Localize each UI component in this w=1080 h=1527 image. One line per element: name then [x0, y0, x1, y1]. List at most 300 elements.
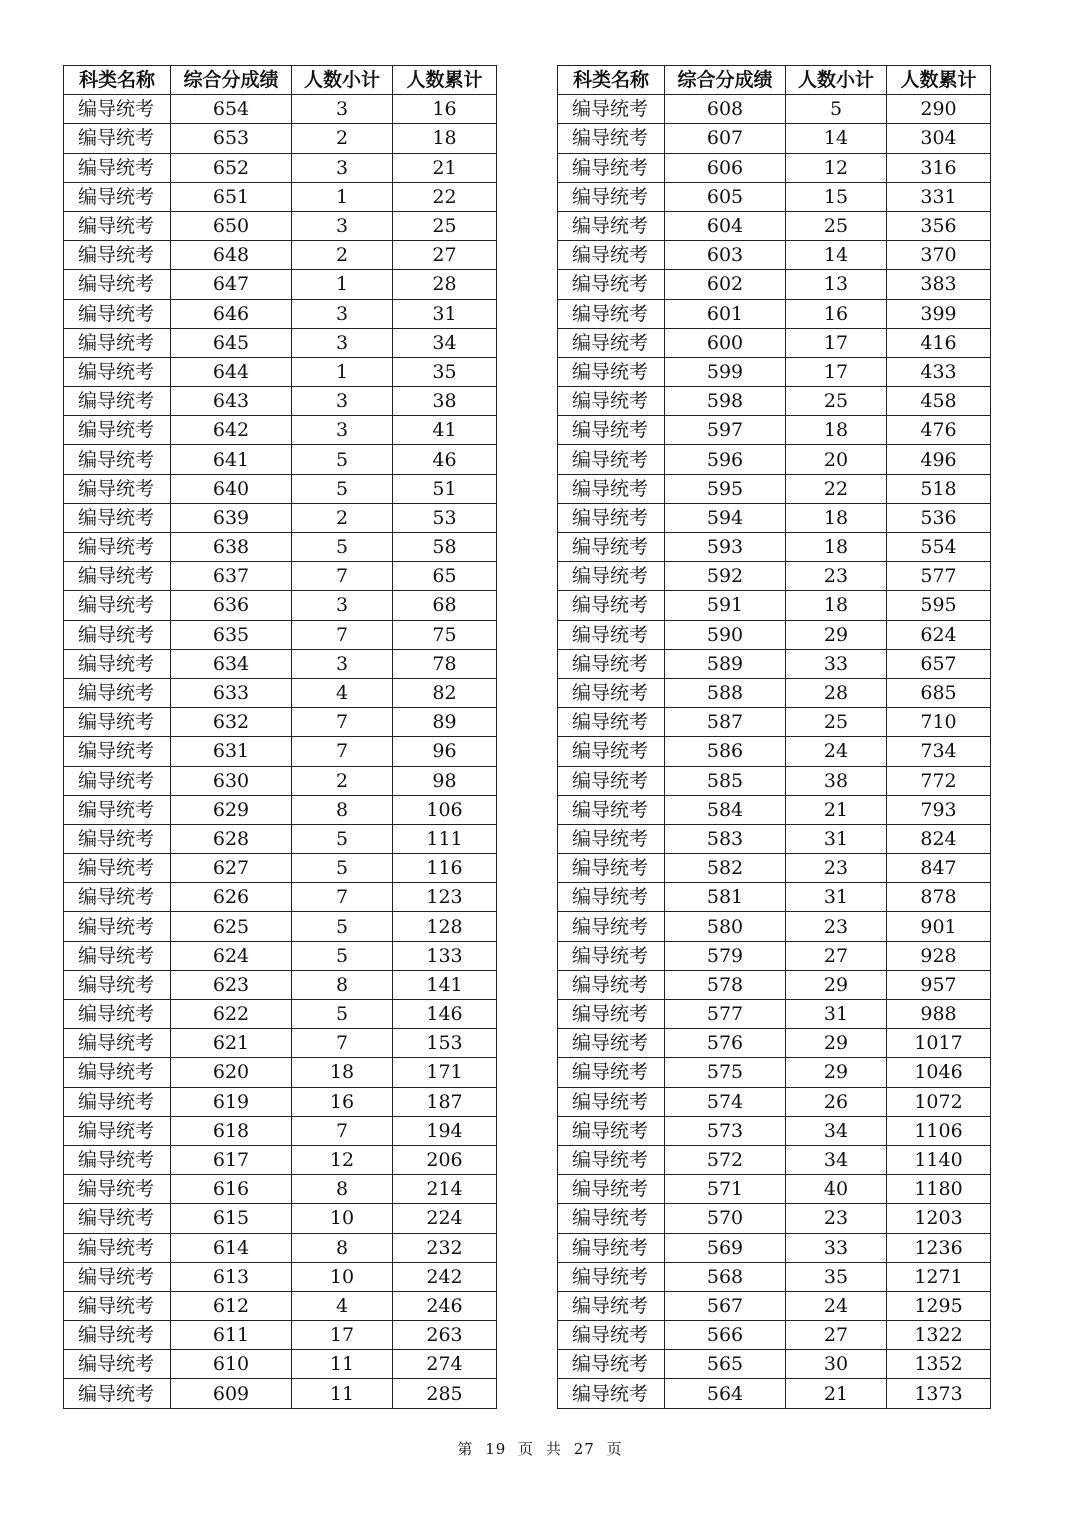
cell-cumulative: 78 [393, 649, 497, 678]
cell-category: 编导统考 [558, 328, 665, 357]
cell-score: 612 [171, 1291, 292, 1320]
table-row [558, 1233, 991, 1262]
cell-count: 12 [786, 153, 887, 182]
table-row [558, 1175, 991, 1204]
cell-cumulative: 988 [887, 1000, 991, 1029]
cell-category: 编导统考 [64, 357, 171, 386]
cell-count: 7 [292, 562, 393, 591]
score-table-left [63, 65, 497, 1409]
cell-category: 编导统考 [558, 970, 665, 999]
footer-page-number: 19 [485, 1440, 507, 1458]
table-row [64, 328, 497, 357]
table-row [64, 1350, 497, 1379]
table-row [64, 562, 497, 591]
cell-cumulative: 51 [393, 474, 497, 503]
cell-count: 18 [786, 416, 887, 445]
page-footer [0, 1438, 1080, 1459]
cell-count: 3 [292, 211, 393, 240]
cell-score: 626 [171, 883, 292, 912]
cell-score: 607 [665, 124, 786, 153]
cell-score: 595 [665, 474, 786, 503]
cell-score: 569 [665, 1233, 786, 1262]
table-body [64, 95, 497, 1408]
cell-count: 5 [292, 474, 393, 503]
cell-category: 编导统考 [64, 824, 171, 853]
cell-cumulative: 274 [393, 1350, 497, 1379]
cell-score: 566 [665, 1321, 786, 1350]
cell-cumulative: 1236 [887, 1233, 991, 1262]
cell-category: 编导统考 [64, 1029, 171, 1058]
cell-score: 644 [171, 357, 292, 386]
cell-cumulative: 82 [393, 678, 497, 707]
cell-category: 编导统考 [64, 153, 171, 182]
cell-score: 646 [171, 299, 292, 328]
cell-score: 608 [665, 95, 786, 124]
cell-category: 编导统考 [558, 1116, 665, 1145]
cell-category: 编导统考 [64, 708, 171, 737]
table-row [64, 1291, 497, 1320]
table-row [64, 124, 497, 153]
cell-category: 编导统考 [558, 474, 665, 503]
cell-count: 1 [292, 270, 393, 299]
cell-category: 编导统考 [558, 708, 665, 737]
cell-cumulative: 1017 [887, 1029, 991, 1058]
cell-category: 编导统考 [64, 883, 171, 912]
cell-count: 22 [786, 474, 887, 503]
cell-cumulative: 21 [393, 153, 497, 182]
cell-cumulative: 41 [393, 416, 497, 445]
table-row [558, 941, 991, 970]
table-row [64, 1029, 497, 1058]
cell-category: 编导统考 [558, 941, 665, 970]
header-score: 综合分成绩 [171, 66, 292, 95]
table-row [64, 708, 497, 737]
table-row [64, 1175, 497, 1204]
cell-count: 18 [786, 591, 887, 620]
cell-cumulative: 22 [393, 182, 497, 211]
cell-category: 编导统考 [558, 299, 665, 328]
cell-count: 18 [292, 1058, 393, 1087]
cell-count: 30 [786, 1350, 887, 1379]
cell-cumulative: 27 [393, 241, 497, 270]
table-row [64, 941, 497, 970]
cell-score: 650 [171, 211, 292, 240]
cell-count: 3 [292, 328, 393, 357]
table-row [64, 387, 497, 416]
cell-cumulative: 595 [887, 591, 991, 620]
cell-count: 12 [292, 1145, 393, 1174]
cell-score: 571 [665, 1175, 786, 1204]
cell-cumulative: 928 [887, 941, 991, 970]
cell-count: 3 [292, 416, 393, 445]
cell-count: 29 [786, 970, 887, 999]
table-row [64, 620, 497, 649]
cell-count: 8 [292, 1175, 393, 1204]
cell-cumulative: 285 [393, 1379, 497, 1408]
cell-score: 634 [171, 649, 292, 678]
cell-category: 编导统考 [64, 970, 171, 999]
cell-category: 编导统考 [558, 153, 665, 182]
table-row [558, 883, 991, 912]
cell-count: 21 [786, 1379, 887, 1408]
cell-category: 编导统考 [558, 1350, 665, 1379]
cell-category: 编导统考 [64, 387, 171, 416]
cell-score: 639 [171, 503, 292, 532]
cell-count: 10 [292, 1204, 393, 1233]
cell-category: 编导统考 [64, 1145, 171, 1174]
table-row [64, 591, 497, 620]
cell-cumulative: 416 [887, 328, 991, 357]
cell-score: 601 [665, 299, 786, 328]
cell-cumulative: 38 [393, 387, 497, 416]
cell-cumulative: 433 [887, 357, 991, 386]
cell-score: 568 [665, 1262, 786, 1291]
table-row [64, 299, 497, 328]
cell-count: 33 [786, 1233, 887, 1262]
cell-score: 613 [171, 1262, 292, 1291]
cell-count: 5 [292, 854, 393, 883]
cell-cumulative: 518 [887, 474, 991, 503]
table-row [64, 737, 497, 766]
table-row [558, 1262, 991, 1291]
cell-category: 编导统考 [558, 678, 665, 707]
cell-count: 24 [786, 737, 887, 766]
cell-category: 编导统考 [64, 299, 171, 328]
cell-category: 编导统考 [558, 737, 665, 766]
cell-score: 575 [665, 1058, 786, 1087]
table-row [64, 503, 497, 532]
header-score: 综合分成绩 [665, 66, 786, 95]
cell-category: 编导统考 [558, 533, 665, 562]
cell-score: 599 [665, 357, 786, 386]
cell-cumulative: 58 [393, 533, 497, 562]
table-row [64, 1087, 497, 1116]
cell-category: 编导统考 [64, 1116, 171, 1145]
cell-score: 610 [171, 1350, 292, 1379]
cell-cumulative: 1140 [887, 1145, 991, 1174]
cell-cumulative: 16 [393, 95, 497, 124]
cell-category: 编导统考 [558, 1000, 665, 1029]
cell-count: 4 [292, 1291, 393, 1320]
cell-category: 编导统考 [64, 562, 171, 591]
table-row [64, 1233, 497, 1262]
cell-cumulative: 331 [887, 182, 991, 211]
table-row [64, 241, 497, 270]
cell-cumulative: 685 [887, 678, 991, 707]
cell-count: 18 [786, 503, 887, 532]
cell-cumulative: 1373 [887, 1379, 991, 1408]
cell-category: 编导统考 [64, 795, 171, 824]
cell-category: 编导统考 [64, 474, 171, 503]
table-row [558, 211, 991, 240]
table-row [558, 474, 991, 503]
cell-score: 629 [171, 795, 292, 824]
cell-score: 633 [171, 678, 292, 707]
cell-score: 578 [665, 970, 786, 999]
cell-score: 636 [171, 591, 292, 620]
cell-score: 635 [171, 620, 292, 649]
cell-count: 3 [292, 591, 393, 620]
cell-count: 17 [786, 328, 887, 357]
cell-score: 574 [665, 1087, 786, 1116]
cell-count: 3 [292, 153, 393, 182]
table-row [64, 795, 497, 824]
header-count: 人数小计 [292, 66, 393, 95]
cell-count: 3 [292, 387, 393, 416]
cell-cumulative: 1352 [887, 1350, 991, 1379]
cell-score: 637 [171, 562, 292, 591]
cell-cumulative: 89 [393, 708, 497, 737]
cell-score: 641 [171, 445, 292, 474]
cell-score: 589 [665, 649, 786, 678]
cell-count: 7 [292, 1029, 393, 1058]
cell-count: 16 [786, 299, 887, 328]
table-row [64, 649, 497, 678]
cell-category: 编导统考 [64, 1175, 171, 1204]
table-row [558, 912, 991, 941]
cell-category: 编导统考 [558, 562, 665, 591]
cell-cumulative: 496 [887, 445, 991, 474]
cell-score: 616 [171, 1175, 292, 1204]
cell-category: 编导统考 [64, 270, 171, 299]
cell-score: 651 [171, 182, 292, 211]
cell-cumulative: 1106 [887, 1116, 991, 1145]
footer-total-unit: 页 [606, 1440, 623, 1458]
cell-count: 4 [292, 678, 393, 707]
table-row [558, 737, 991, 766]
cell-category: 编导统考 [558, 824, 665, 853]
cell-count: 5 [292, 824, 393, 853]
header-category: 科类名称 [558, 66, 665, 95]
cell-cumulative: 399 [887, 299, 991, 328]
table-row [64, 1058, 497, 1087]
cell-score: 598 [665, 387, 786, 416]
table-row [558, 153, 991, 182]
table-row [64, 474, 497, 503]
cell-cumulative: 1295 [887, 1291, 991, 1320]
cell-category: 编导统考 [558, 1233, 665, 1262]
table-row [64, 1000, 497, 1029]
table-row [558, 95, 991, 124]
cell-score: 593 [665, 533, 786, 562]
cell-score: 594 [665, 503, 786, 532]
cell-category: 编导统考 [64, 182, 171, 211]
cell-count: 31 [786, 824, 887, 853]
cell-cumulative: 1072 [887, 1087, 991, 1116]
cell-category: 编导统考 [64, 95, 171, 124]
cell-count: 7 [292, 883, 393, 912]
cell-category: 编导统考 [558, 503, 665, 532]
cell-cumulative: 824 [887, 824, 991, 853]
table-row [558, 1058, 991, 1087]
cell-category: 编导统考 [558, 620, 665, 649]
cell-score: 623 [171, 970, 292, 999]
cell-cumulative: 194 [393, 1116, 497, 1145]
table-row [558, 854, 991, 883]
cell-score: 581 [665, 883, 786, 912]
cell-score: 596 [665, 445, 786, 474]
cell-category: 编导统考 [64, 649, 171, 678]
cell-count: 20 [786, 445, 887, 474]
cell-score: 591 [665, 591, 786, 620]
table-row [64, 824, 497, 853]
table-row [64, 1379, 497, 1408]
table-row [558, 1087, 991, 1116]
cell-score: 577 [665, 1000, 786, 1029]
cell-category: 编导统考 [558, 416, 665, 445]
cell-cumulative: 35 [393, 357, 497, 386]
cell-count: 25 [786, 387, 887, 416]
table-row [558, 299, 991, 328]
cell-count: 16 [292, 1087, 393, 1116]
table-row [64, 95, 497, 124]
table-row [558, 620, 991, 649]
cell-cumulative: 28 [393, 270, 497, 299]
cell-score: 620 [171, 1058, 292, 1087]
cell-category: 编导统考 [64, 1233, 171, 1262]
cell-cumulative: 458 [887, 387, 991, 416]
cell-cumulative: 68 [393, 591, 497, 620]
table-row [64, 1204, 497, 1233]
cell-count: 13 [786, 270, 887, 299]
cell-cumulative: 242 [393, 1262, 497, 1291]
table-row [558, 970, 991, 999]
cell-count: 29 [786, 1058, 887, 1087]
cell-category: 编导统考 [558, 445, 665, 474]
cell-count: 5 [292, 912, 393, 941]
table-row [558, 1116, 991, 1145]
cell-cumulative: 98 [393, 766, 497, 795]
cell-cumulative: 128 [393, 912, 497, 941]
cell-count: 7 [292, 708, 393, 737]
cell-category: 编导统考 [558, 270, 665, 299]
cell-cumulative: 34 [393, 328, 497, 357]
cell-count: 40 [786, 1175, 887, 1204]
table-row [558, 182, 991, 211]
cell-cumulative: 187 [393, 1087, 497, 1116]
table-row [558, 1350, 991, 1379]
cell-score: 645 [171, 328, 292, 357]
cell-count: 8 [292, 1233, 393, 1262]
cell-cumulative: 214 [393, 1175, 497, 1204]
cell-count: 5 [292, 1000, 393, 1029]
cell-category: 编导统考 [558, 387, 665, 416]
cell-category: 编导统考 [558, 1321, 665, 1350]
cell-score: 622 [171, 1000, 292, 1029]
cell-cumulative: 901 [887, 912, 991, 941]
cell-count: 23 [786, 562, 887, 591]
cell-cumulative: 153 [393, 1029, 497, 1058]
cell-category: 编导统考 [64, 854, 171, 883]
cell-category: 编导统考 [558, 1262, 665, 1291]
cell-score: 587 [665, 708, 786, 737]
cell-score: 588 [665, 678, 786, 707]
table-row [64, 1145, 497, 1174]
cell-cumulative: 878 [887, 883, 991, 912]
table-row [558, 649, 991, 678]
table-row [64, 211, 497, 240]
cell-count: 24 [786, 1291, 887, 1320]
cell-category: 编导统考 [64, 1321, 171, 1350]
cell-cumulative: 624 [887, 620, 991, 649]
table-row [558, 562, 991, 591]
table-row [558, 678, 991, 707]
cell-cumulative: 25 [393, 211, 497, 240]
cell-score: 611 [171, 1321, 292, 1350]
cell-score: 576 [665, 1029, 786, 1058]
cell-cumulative: 18 [393, 124, 497, 153]
cell-category: 编导统考 [558, 854, 665, 883]
cell-cumulative: 263 [393, 1321, 497, 1350]
header-category: 科类名称 [64, 66, 171, 95]
cell-score: 654 [171, 95, 292, 124]
table-row [64, 182, 497, 211]
cell-count: 2 [292, 503, 393, 532]
header-cumulative: 人数累计 [887, 66, 991, 95]
cell-category: 编导统考 [64, 416, 171, 445]
cell-cumulative: 224 [393, 1204, 497, 1233]
cell-cumulative: 476 [887, 416, 991, 445]
cell-category: 编导统考 [64, 620, 171, 649]
cell-score: 614 [171, 1233, 292, 1262]
cell-category: 编导统考 [64, 1058, 171, 1087]
cell-count: 1 [292, 357, 393, 386]
table-row [558, 124, 991, 153]
cell-score: 619 [171, 1087, 292, 1116]
cell-category: 编导统考 [558, 1175, 665, 1204]
cell-cumulative: 316 [887, 153, 991, 182]
cell-score: 603 [665, 241, 786, 270]
cell-cumulative: 46 [393, 445, 497, 474]
cell-score: 630 [171, 766, 292, 795]
cell-count: 5 [292, 941, 393, 970]
footer-prefix: 第 [457, 1440, 474, 1458]
cell-count: 17 [292, 1321, 393, 1350]
cell-count: 10 [292, 1262, 393, 1291]
table-row [64, 883, 497, 912]
cell-count: 2 [292, 124, 393, 153]
table-row [558, 416, 991, 445]
cell-count: 5 [292, 445, 393, 474]
cell-category: 编导统考 [558, 591, 665, 620]
cell-score: 625 [171, 912, 292, 941]
cell-count: 34 [786, 1116, 887, 1145]
table-row [558, 1000, 991, 1029]
cell-cumulative: 847 [887, 854, 991, 883]
cell-score: 642 [171, 416, 292, 445]
cell-cumulative: 383 [887, 270, 991, 299]
cell-score: 582 [665, 854, 786, 883]
cell-score: 564 [665, 1379, 786, 1408]
table-row [558, 241, 991, 270]
cell-count: 27 [786, 941, 887, 970]
cell-cumulative: 734 [887, 737, 991, 766]
cell-score: 643 [171, 387, 292, 416]
cell-cumulative: 123 [393, 883, 497, 912]
table-row [558, 328, 991, 357]
cell-cumulative: 171 [393, 1058, 497, 1087]
cell-cumulative: 577 [887, 562, 991, 591]
cell-score: 579 [665, 941, 786, 970]
cell-cumulative: 793 [887, 795, 991, 824]
cell-category: 编导统考 [64, 503, 171, 532]
cell-score: 609 [171, 1379, 292, 1408]
cell-cumulative: 116 [393, 854, 497, 883]
cell-count: 2 [292, 241, 393, 270]
cell-count: 14 [786, 241, 887, 270]
cell-category: 编导统考 [64, 533, 171, 562]
cell-score: 573 [665, 1116, 786, 1145]
